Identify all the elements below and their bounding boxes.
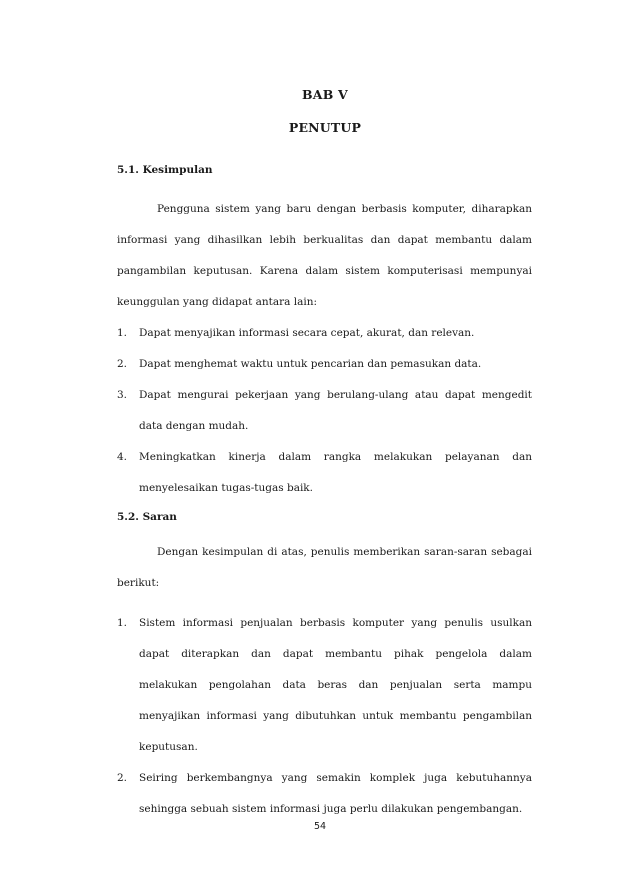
conclusion-list	[117, 318, 532, 504]
section-heading-saran: 5.2. Saran	[117, 511, 177, 523]
list-item-number: 4.	[117, 451, 128, 463]
list-item	[117, 442, 532, 504]
list-item-number: 2.	[117, 772, 128, 784]
list-item-text: Meningkatkan kinerja dalam rangka melakukan pelayanan dan menyelesaikan tugas-tugas baik.	[139, 451, 532, 494]
chapter-title: PENUTUP	[288, 120, 362, 135]
section-heading-kesimpulan: 5.1. Kesimpulan	[117, 164, 213, 176]
list-item	[117, 608, 532, 763]
list-item	[117, 318, 532, 349]
chapter-number: BAB V	[302, 87, 348, 102]
list-item	[117, 380, 532, 442]
section-paragraph-kesimpulan: Pengguna sistem yang baru dengan berbasis komputer, diharapkan informasi yang dihasilkan lebih berkualitas dan dapat membantu dalam pangambilan keputusan. Karena dalam sistem komputerisasi mempunyai keunggulan yang didapat antara lain:	[117, 203, 532, 308]
list-item-number: 1.	[117, 617, 128, 629]
section-paragraph-saran: Dengan kesimpulan di atas, penulis memberikan saran-saran sebagai berikut:	[117, 546, 532, 589]
list-item-number: 3.	[117, 389, 128, 401]
list-item-text: Seiring berkembangnya yang semakin komplek juga kebutuhannya sehingga sebuah sistem informasi juga perlu dilakukan pengembangan.	[139, 772, 532, 815]
list-item-text: Dapat mengurai pekerjaan yang berulang-ulang atau dapat mengedit data dengan mudah.	[139, 389, 532, 432]
list-item-text: Dapat menghemat waktu untuk pencarian dan pemasukan data.	[139, 358, 482, 370]
list-item	[117, 763, 532, 825]
list-item-number: 2.	[117, 358, 128, 370]
suggestion-list	[117, 608, 532, 825]
page-number: 54	[313, 821, 327, 832]
list-item	[117, 349, 532, 380]
list-item-text: Sistem informasi penjualan berbasis komputer yang penulis usulkan dapat diterapkan dan dapat membantu pihak pengelola dalam melakukan pengolahan data beras dan penjualan serta mampu menyajikan informasi yang dibutuhkan untuk membantu pengambilan keputusan.	[139, 617, 532, 753]
list-item-number: 1.	[117, 327, 128, 339]
list-item-text: Dapat menyajikan informasi secara cepat, akurat, dan relevan.	[139, 327, 475, 339]
